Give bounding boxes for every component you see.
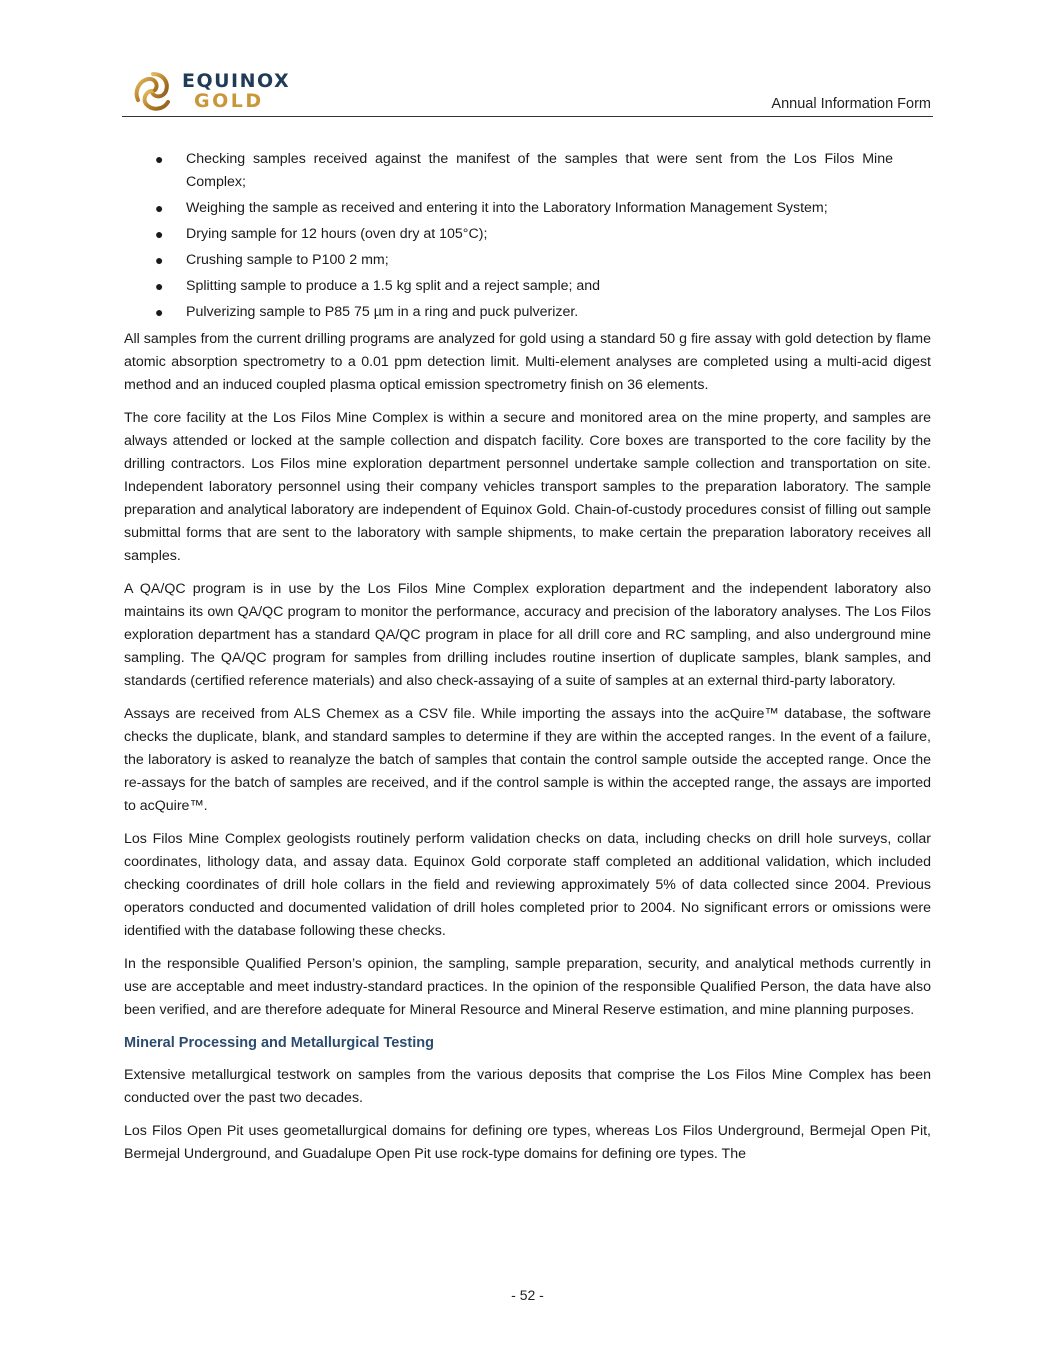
bullet-icon: ● (155, 304, 164, 320)
bullet-icon: ● (155, 151, 164, 167)
list-item-text: Checking samples received against the manifest of the samples that were sent from the Los Filos Mine Complex; (186, 151, 893, 190)
sample-preparation-list (124, 148, 931, 324)
paragraph-assay-import: Assays are received from ALS Chemex as a CSV file. While importing the assays into the acQuire™ database, the software checks the duplicate, blank, and standard samples to determine if they are within the accepted ranges. In the event of a failure, the laboratory is asked to reanalyze the batch of samples that contain the control sample outside the accepted range. Once the re-assays for the batch of samples are received, and if the control sample is within the accepted range, the assays are imported to acQuire™. (124, 706, 931, 814)
bullet-icon: ● (155, 278, 164, 294)
list-item (124, 223, 931, 246)
list-item-text: Weighing the sample as received and entering it into the Laboratory Information Management System; (186, 200, 828, 216)
paragraph-validation-checks: Los Filos Mine Complex geologists routinely perform validation checks on data, including checks on drill hole surveys, collar coordinates, lithology data, and assay data. Equinox Gold corporate staff completed an additional validation, which included checking coordinates of drill hole collars in the field and reviewing approximately 5% of data collected since 2004. Previous operators conducted and documented validation of drill holes completed prior to 2004. No significant errors or omissions were identified with the database following these checks. (124, 831, 931, 939)
equinox-knot-logo-icon (132, 70, 174, 112)
document-title: Annual Information Form (771, 96, 931, 112)
paragraph-metallurgical-testwork: Extensive metallurgical testwork on samples from the various deposits that comprise the Los Filos Mine Complex has been conducted over the past two decades. (124, 1067, 931, 1106)
document-body (124, 148, 931, 1176)
paragraph-core-facility: The core facility at the Los Filos Mine Complex is within a secure and monitored area on the mine property, and samples are always attended or locked at the sample collection and dispatch facility. Core boxes are transported to the core facility by the drilling contractors. Los Filos mine exploration department personnel undertake sample collection and transportation on site. Independent laboratory personnel using their company vehicles transport samples to the preparation laboratory. The sample preparation and analytical laboratory are independent of Equinox Gold. Chain-of-custody procedures consist of filling out sample submittal forms that are sent to the laboratory with sample shipments, to make certain the preparation laboratory receives all samples. (124, 410, 931, 564)
bullet-icon: ● (155, 200, 164, 216)
paragraph-qaqc-program: A QA/QC program is in use by the Los Filos Mine Complex exploration department and the independent laboratory also maintains its own QA/QC program to monitor the performance, accuracy and precision of the laboratory analyses. The Los Filos exploration department has a standard QA/QC program in place for all drill core and RC sampling, and also underground mine sampling. The QA/QC program for samples from drilling includes routine insertion of duplicate samples, blank samples, and standards (certified reference materials) and also check-assaying of a suite of samples at an external third-party laboratory. (124, 581, 931, 689)
list-item-text: Pulverizing sample to P85 75 µm in a ring and puck pulverizer. (186, 304, 579, 320)
list-item (124, 275, 931, 298)
logo-text-gold: GOLD (194, 89, 264, 112)
bullet-icon: ● (155, 252, 164, 268)
list-item-text: Drying sample for 12 hours (oven dry at 105°C); (186, 226, 488, 242)
section-heading: Mineral Processing and Metallurgical Testing (124, 1035, 434, 1051)
list-item (124, 148, 931, 194)
paragraph-ore-domains: Los Filos Open Pit uses geometallurgical domains for defining ore types, whereas Los Filos Underground, Bermejal Open Pit, Bermejal Underground, and Guadalupe Open Pit use rock-type domains for defining ore types. The (124, 1123, 931, 1162)
paragraph-qp-opinion: In the responsible Qualified Person’s opinion, the sampling, sample preparation, security, and analytical methods currently in use are acceptable and meet industry-standard practices. In the opinion of the responsible Qualified Person, the data have also been verified, and are therefore adequate for Mineral Resource and Mineral Reserve estimation, and mine planning purposes. (124, 956, 931, 1018)
paragraph-assay-methods: All samples from the current drilling programs are analyzed for gold using a standard 50 g fire assay with gold detection by flame atomic absorption spectrometry to a 0.01 ppm detection limit. Multi-element analyses are completed using a multi-acid digest method and an induced coupled plasma optical emission spectrometry finish on 36 elements. (124, 331, 931, 393)
list-item (124, 301, 931, 324)
logo-wordmark (182, 69, 291, 112)
company-logo (132, 70, 290, 112)
list-item-text: Crushing sample to P100 2 mm; (186, 252, 389, 268)
page-header (122, 66, 933, 117)
list-item-text: Splitting sample to produce a 1.5 kg split and a reject sample; and (186, 278, 601, 294)
page-number: - 52 - (511, 1287, 544, 1303)
logo-text-equinox: EQUINOX (182, 69, 291, 92)
list-item (124, 249, 931, 272)
list-item (124, 197, 931, 220)
bullet-icon: ● (155, 226, 164, 242)
